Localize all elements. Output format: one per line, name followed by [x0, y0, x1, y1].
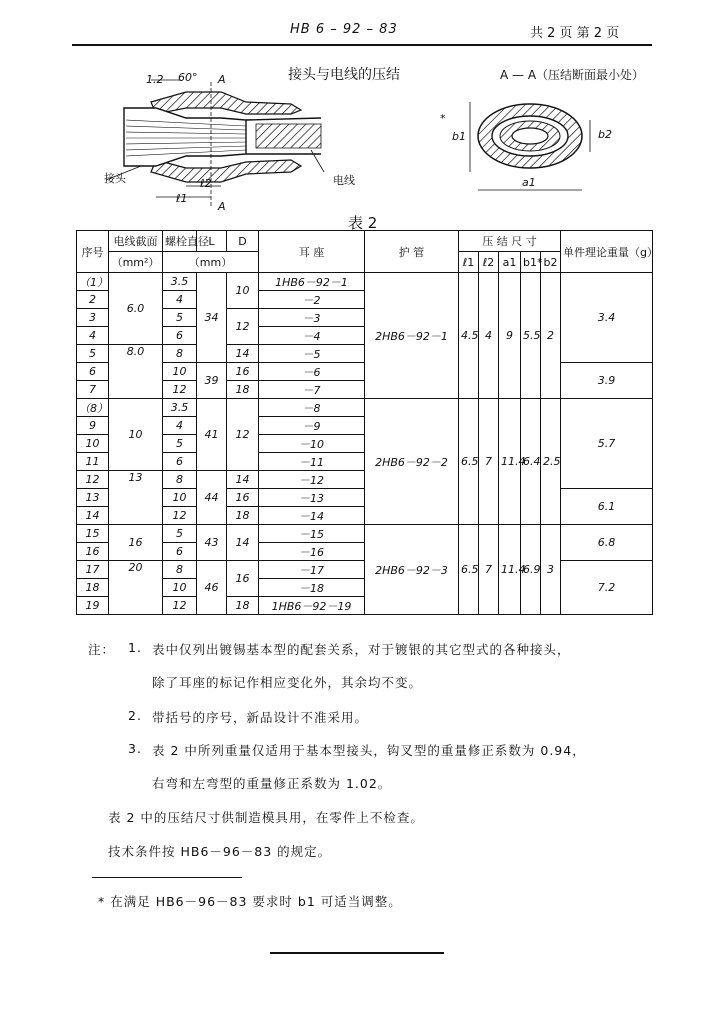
header-crimp: 压 结 尺 寸 — [459, 231, 561, 252]
wire-16: 16 — [109, 525, 163, 561]
paragraph-tech-conditions: 技术条件按 HB6－96－83 的规定。 — [108, 844, 332, 859]
header-wire-section: 电线截面 — [109, 231, 163, 252]
table-row: 14 12 18 －14 — [77, 507, 653, 525]
figure-title: 接头与电线的压结 — [288, 67, 400, 83]
star-label: * — [440, 112, 446, 125]
dim-1-2-label: 1.2 — [146, 73, 164, 86]
footnote: * 在满足 HB6－96－83 要求时 b1 可适当调整。 — [98, 894, 402, 909]
wire-label: 电线 — [333, 174, 355, 187]
wire-10: 10 — [109, 399, 163, 471]
note-1-line-1: 表中仅列出镀锡基本型的配套关系，对于镀银的其它型式的各种接头， — [152, 642, 571, 657]
header-l1: ℓ1 — [459, 252, 479, 273]
table-row: 13 10 16 －13 6.1 — [77, 489, 653, 507]
section-a-top-label: A — [218, 73, 226, 86]
table-row: （1） 6.0 3.5 34 10 1HB6－92－1 2HB6－92－1 4.5 4 9 5.5 2 3.4 — [77, 273, 653, 291]
note-3-line-1: 表 2 中所列重量仅适用于基本型接头，钩叉型的重量修正系数为 0.94， — [152, 743, 586, 758]
crimp-drawing — [96, 62, 336, 212]
b1-label: b1 — [452, 130, 466, 143]
l2-label: ℓ2 — [200, 177, 212, 190]
sleeve-1: 2HB6－92－1 — [365, 273, 459, 399]
header-b2: b2 — [541, 252, 561, 273]
sleeve-2: 2HB6－92－2 — [365, 399, 459, 525]
sleeve-3: 2HB6－92－3 — [365, 525, 459, 615]
section-view-drawing — [450, 86, 640, 198]
note-3-number: 3. — [128, 741, 142, 756]
table-row: 11 6 －11 — [77, 453, 653, 471]
data-table — [76, 230, 659, 615]
header-weight: 单件理论重量（g） — [561, 231, 653, 273]
l1-label: ℓ1 — [176, 192, 188, 205]
a1-label: a1 — [522, 176, 536, 189]
table-row: 5 8.0 8 14 －5 — [77, 345, 653, 363]
table-row: 12 13 8 44 14 －12 — [77, 471, 653, 489]
page-indicator: 共 2 页 第 2 页 — [530, 26, 620, 41]
header-ear-seat: 耳 座 — [259, 231, 365, 273]
header-sleeve: 护 管 — [365, 231, 459, 273]
note-1-number: 1. — [128, 640, 142, 655]
table-row: 17 20 8 46 16 －17 7.2 — [77, 561, 653, 579]
header-rule — [72, 44, 652, 46]
table-row: 18 10 －18 — [77, 579, 653, 597]
paragraph-crimp-dims: 表 2 中的压结尺寸供制造模具用，在零件上不检查。 — [108, 810, 424, 825]
joint-label: 接头 — [104, 172, 126, 185]
weight-3-9: 3.9 — [561, 363, 653, 399]
wire-13: 13 — [109, 471, 163, 525]
note-3-line-2: 右弯和左弯型的重量修正系数为 1.02。 — [152, 776, 392, 791]
weight-6-8: 6.8 — [561, 525, 653, 561]
note-1-line-2: 除了耳座的标记作相应变化外，其余均不变。 — [152, 675, 423, 690]
table-row: 3 5 12 －3 — [77, 309, 653, 327]
table-row: 16 6 －16 — [77, 543, 653, 561]
header-b1: b1* — [521, 252, 541, 273]
wire-20: 20 — [109, 561, 163, 615]
end-rule — [270, 952, 444, 954]
header-a1: a1 — [499, 252, 521, 273]
section-a-bottom-label: A — [218, 200, 226, 213]
header-wire-unit: （mm²） — [109, 252, 163, 273]
header-seq: 序号 — [77, 231, 109, 273]
b2-label: b2 — [598, 128, 612, 141]
footnote-rule — [92, 877, 242, 878]
weight-5-7: 5.7 — [561, 399, 653, 489]
table-row: 6 10 39 16 －6 3.9 — [77, 363, 653, 381]
table-row: 19 12 18 1HB6－92－19 — [77, 597, 653, 615]
table-title: 表 2 — [348, 214, 378, 232]
angle-label: 60° — [178, 71, 198, 84]
weight-6-1: 6.1 — [561, 489, 653, 525]
note-2-number: 2. — [128, 708, 142, 723]
table-row: 15 16 5 43 14 －15 2HB6－92－3 6.5 7 11.4 6.9 3 6.8 — [77, 525, 653, 543]
weight-3-4: 3.4 — [561, 273, 653, 363]
section-view-title: A — A（压结断面最小处） — [500, 68, 645, 82]
wire-6-0: 6.0 — [109, 273, 163, 345]
table-row: （8） 10 3.5 41 12 －8 2HB6－92－2 6.5 7 11.4 6.4 2.5 5.7 — [77, 399, 653, 417]
header-L: L — [197, 231, 227, 252]
wire-8-0: 8.0 — [109, 345, 163, 399]
standard-number: HB 6 – 92 – 83 — [290, 22, 398, 37]
table-row: 4 6 －4 — [77, 327, 653, 345]
header-mm: （mm） — [163, 252, 259, 273]
header-l2: ℓ2 — [479, 252, 499, 273]
table-row: 2 4 －2 — [77, 291, 653, 309]
header-D: D — [227, 231, 259, 252]
table-row: 7 12 18 －7 — [77, 381, 653, 399]
table-row: 10 5 －10 — [77, 435, 653, 453]
table-row: 9 4 －9 — [77, 417, 653, 435]
notes-label: 注： — [88, 642, 116, 657]
weight-7-2: 7.2 — [561, 561, 653, 615]
note-2: 带括号的序号，新品设计不准采用。 — [152, 710, 369, 725]
header-screw: 螺栓直径 — [163, 231, 197, 252]
